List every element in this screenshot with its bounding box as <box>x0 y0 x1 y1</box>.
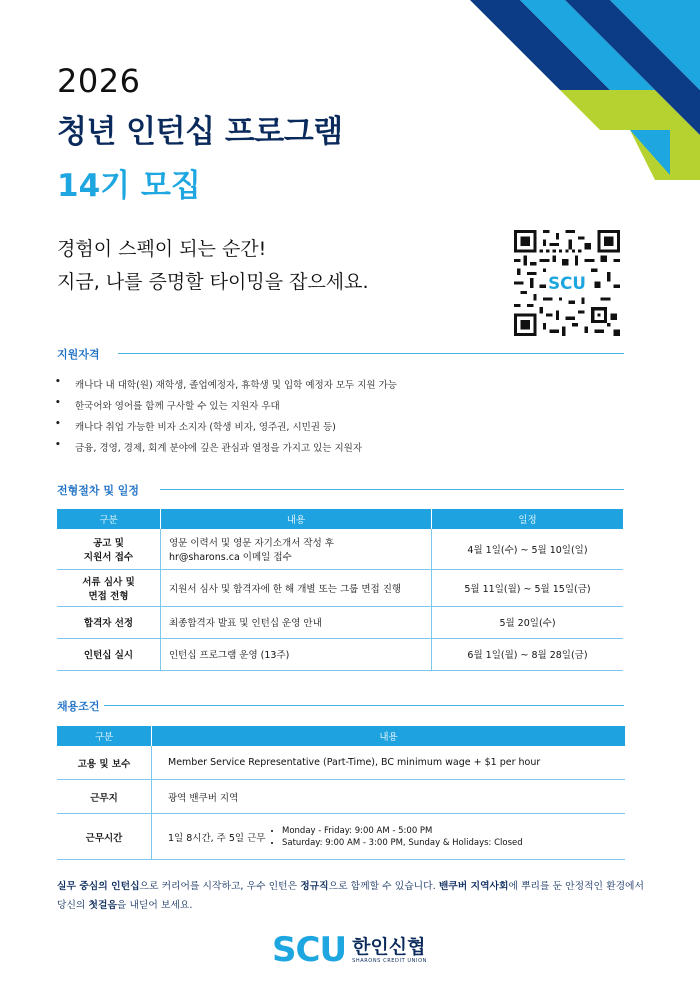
schedule-header-content: 내용 <box>161 509 432 529</box>
closing-message: 실무 중심의 인턴십으로 커리어를 시작하고, 우수 인턴은 정규직으로 함께할 수 있습니다. 밴쿠버 지역사회에 뿌리를 둔 안정적인 환경에서 당신의 첫걸음을 내딛어 보세요. <box>57 881 644 911</box>
eligibility-list <box>55 377 397 461</box>
scu-logo <box>272 930 427 970</box>
conditions-header-content: 내용 <box>152 726 626 746</box>
table-row: 인턴십 실시 인턴십 프로그램 운영 (13주) 6월 1일(월) ~ 8월 28일(금) <box>57 638 623 670</box>
logo-korean-name: 한인신협 <box>352 936 426 958</box>
schedule-header-date: 일정 <box>432 509 624 529</box>
list-item: • 금융, 경영, 경제, 회계 분야에 깊은 관심과 열정을 가지고 있는 지원자 <box>55 440 363 454</box>
scu-logo-mark: SCU <box>272 930 347 970</box>
schedule-divider <box>160 489 624 490</box>
year-heading: 2026 <box>57 62 141 100</box>
logo-english-name: SHARONS CREDIT UNION <box>352 958 427 964</box>
recruitment-subtitle: 14기 모집 <box>57 168 201 204</box>
hours-detail-list: • Monday - Friday: 9:00 AM - 5:00 PM • Saturday: 9:00 AM - 3:00 PM, Sunday & Holidays: Closed <box>268 824 523 850</box>
table-row: 공고 및 지원서 접수 영문 이력서 및 영문 자기소개서 작성 후 hr@sharons.ca 이메일 접수 4월 1일(수) ~ 5월 10일(일) <box>57 529 623 569</box>
corner-decoration <box>470 0 700 180</box>
eligibility-divider <box>118 353 624 354</box>
table-row: 고용 및 보수 Member Service Representative (Part-Time), BC minimum wage + $1 per hour <box>57 746 625 780</box>
conditions-table <box>57 726 625 860</box>
schedule-header-category: 구분 <box>57 509 161 529</box>
table-row: 근무지 광역 밴쿠버 지역 <box>57 780 625 814</box>
slogan-line-1: 경험이 스펙이 되는 순간! <box>57 238 267 260</box>
table-row: 근무시간 1일 8시간, 주 5일 근무 • Monday - Friday: 9:00 AM - 5:00 PM • Saturday: 9:00 AM - 3:00 PM, Sunday & Holidays: Closed <box>57 814 625 860</box>
table-row: 합격자 선정 최종합격자 발표 및 인턴십 운영 안내 5월 20일(수) <box>57 606 623 638</box>
qr-center-label: SCU <box>548 272 586 293</box>
conditions-header-category: 구분 <box>57 726 152 746</box>
list-item: • 캐나다 취업 가능한 비자 소지자 (학생 비자, 영주권, 시민권 등) <box>55 419 336 433</box>
schedule-title: 전형절차 및 일정 <box>57 484 140 497</box>
program-title: 청년 인턴십 프로그램 <box>57 114 343 150</box>
qr-code[interactable] <box>514 230 620 336</box>
conditions-divider <box>104 705 624 706</box>
schedule-table <box>57 509 623 671</box>
table-row: 서류 심사 및 면접 전형 지원서 심사 및 합격자에 한 해 개별 또는 그룹 면접 진행 5월 11일(월) ~ 5월 15일(금) <box>57 569 623 606</box>
slogan-line-2: 지금, 나를 증명할 타이밍을 잡으세요. <box>57 271 369 293</box>
list-item: • 캐나다 내 대학(원) 재학생, 졸업예정자, 휴학생 및 입학 예정자 모두 지원 가능 <box>55 377 397 391</box>
list-item: • 한국어와 영어를 함께 구사할 수 있는 지원자 우대 <box>55 398 280 412</box>
eligibility-title: 지원자격 <box>57 348 100 361</box>
conditions-title: 채용조건 <box>57 700 100 713</box>
